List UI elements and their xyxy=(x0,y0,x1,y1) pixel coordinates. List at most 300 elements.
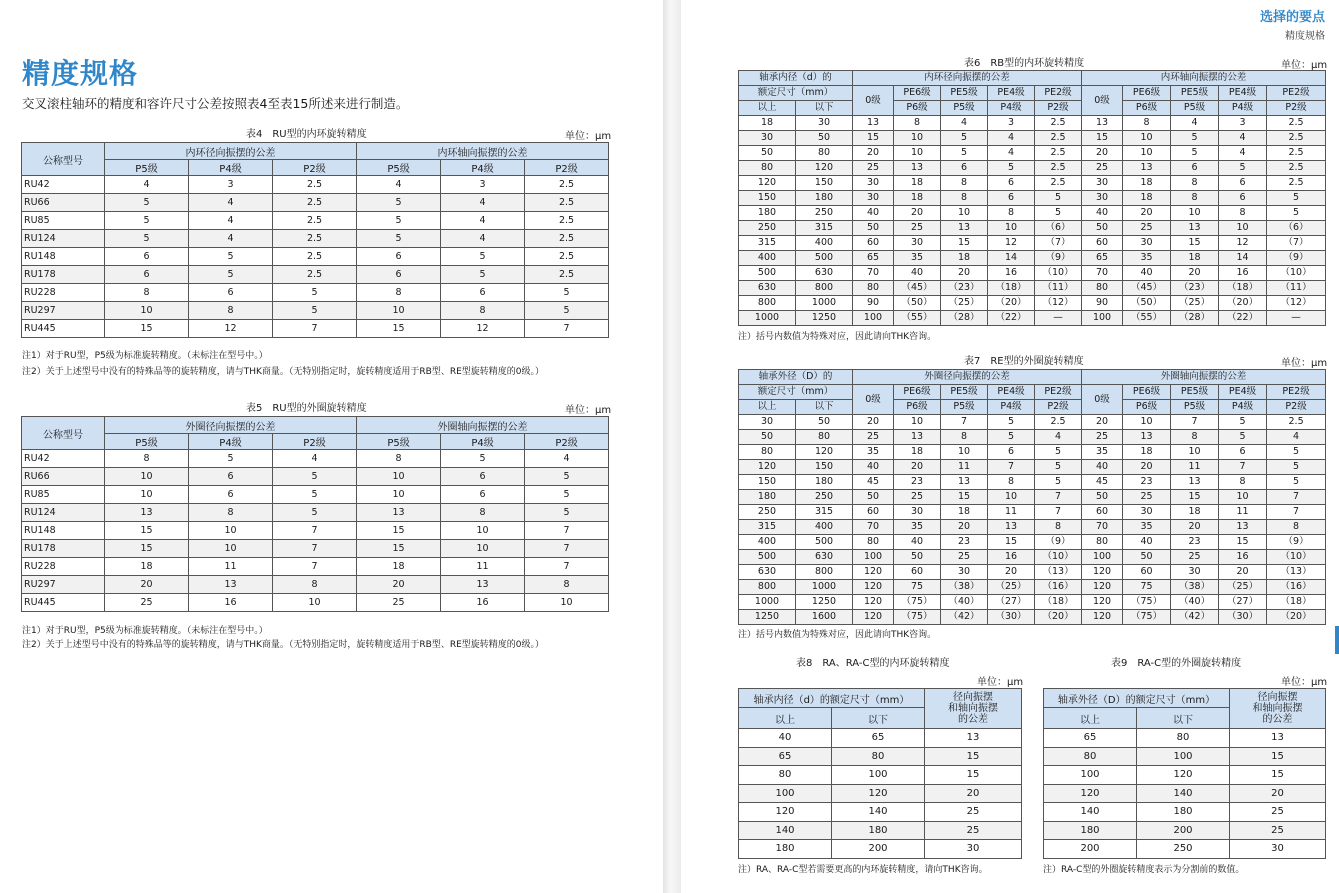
table-row xyxy=(739,221,1326,236)
value-cell: 400 xyxy=(796,236,853,251)
value-cell: 10 xyxy=(441,540,525,558)
value-cell: 5 xyxy=(988,161,1035,176)
value-cell: 5 xyxy=(1267,475,1326,490)
pe-grade-header: PE5级 xyxy=(1171,385,1219,400)
p-grade-header: P5级 xyxy=(1171,400,1219,415)
value-cell: 16 xyxy=(988,266,1035,281)
value-cell: 5 xyxy=(273,284,357,302)
value-cell: 20 xyxy=(853,415,894,430)
value-cell: 10 xyxy=(105,302,189,320)
value-cell: 20 xyxy=(1082,146,1123,161)
value-cell: 12 xyxy=(441,320,525,338)
value-cell: 10 xyxy=(941,445,988,460)
row-label-cell: RU42 xyxy=(22,176,105,194)
value-cell: 40 xyxy=(853,206,894,221)
dim-header-2: 额定尺寸（mm） xyxy=(739,86,853,101)
value-cell: 4 xyxy=(441,212,525,230)
value-cell: 5 xyxy=(1267,445,1326,460)
value-cell: 13 xyxy=(894,161,941,176)
value-cell: 60 xyxy=(1123,565,1171,580)
group-header-radial: 内环径向振摆的公差 xyxy=(105,143,357,160)
table-row xyxy=(22,248,609,266)
grade-header: P4级 xyxy=(189,160,273,176)
value-cell: （25） xyxy=(941,296,988,311)
table5-note-2: 注2）关于上述型号中没有的特殊品等的旋转精度，请与THK商量。（无特别指定时，旋转精度适用于RB型、RE型旋转精度的0级。） xyxy=(22,640,544,650)
value-cell: 10 xyxy=(894,415,941,430)
row-label-cell: 250 xyxy=(739,221,796,236)
row-label-cell: RU66 xyxy=(22,194,105,212)
value-cell: 2.5 xyxy=(1267,146,1326,161)
value-cell: 6 xyxy=(1219,176,1267,191)
value-cell: 25 xyxy=(1082,161,1123,176)
pe-grade-header: PE6级 xyxy=(1123,385,1171,400)
table8-note: 注）RA、RA-C型若需要更高的内环旋转精度，请向THK咨询。 xyxy=(738,865,988,875)
pe-grade-header: PE6级 xyxy=(894,385,941,400)
value-cell: 30 xyxy=(1082,176,1123,191)
value-cell: （20） xyxy=(1267,610,1326,625)
value-cell: 25 xyxy=(1230,803,1326,822)
value-cell: （9） xyxy=(1267,251,1326,266)
value-cell: 40 xyxy=(1123,266,1171,281)
value-cell: 8 xyxy=(988,475,1035,490)
value-cell: （50） xyxy=(894,296,941,311)
row-label-cell: RU178 xyxy=(22,540,105,558)
table8-ra-inner-ring xyxy=(738,688,1022,859)
value-cell: 4 xyxy=(941,116,988,131)
value-cell: 60 xyxy=(853,505,894,520)
tolerance-header-line-3: 的公差 xyxy=(958,714,988,725)
value-cell: 120 xyxy=(1082,565,1123,580)
value-cell: 10 xyxy=(525,594,609,612)
value-cell: （7） xyxy=(1035,236,1082,251)
row-label-cell: 1250 xyxy=(739,610,796,625)
table-row xyxy=(22,522,609,540)
value-cell: 10 xyxy=(105,486,189,504)
value-cell: 10 xyxy=(894,146,941,161)
value-cell: 6 xyxy=(105,266,189,284)
value-cell: 250 xyxy=(796,206,853,221)
table-row xyxy=(22,212,609,230)
value-cell: 200 xyxy=(832,840,925,859)
value-cell: 13 xyxy=(1230,729,1326,748)
value-cell: 18 xyxy=(1123,176,1171,191)
value-cell: 14 xyxy=(988,251,1035,266)
intro-text: 交叉滚柱轴环的精度和容许尺寸公差按照表4至表15所述来进行制造。 xyxy=(22,96,409,111)
value-cell: 12 xyxy=(1219,236,1267,251)
value-cell: 15 xyxy=(105,522,189,540)
below-header: 以下 xyxy=(796,400,853,415)
row-label-cell: 80 xyxy=(739,161,796,176)
table-row xyxy=(739,311,1326,326)
value-cell: 75 xyxy=(1123,580,1171,595)
value-cell: 2.5 xyxy=(273,230,357,248)
value-cell: 8 xyxy=(1219,206,1267,221)
dim-header: 轴承外径（D）的额定尺寸（mm） xyxy=(1044,689,1230,708)
value-cell: 2.5 xyxy=(1267,176,1326,191)
value-cell: 7 xyxy=(1267,490,1326,505)
value-cell: 8 xyxy=(441,302,525,320)
value-cell: 6 xyxy=(988,191,1035,206)
value-cell: 20 xyxy=(1123,460,1171,475)
value-cell: 25 xyxy=(1082,430,1123,445)
value-cell: （20） xyxy=(988,296,1035,311)
value-cell: 4 xyxy=(189,212,273,230)
value-cell: 8 xyxy=(1123,116,1171,131)
value-cell: 7 xyxy=(1035,505,1082,520)
value-cell: 70 xyxy=(1082,520,1123,535)
value-cell: 18 xyxy=(1123,191,1171,206)
value-cell: 15 xyxy=(1230,766,1326,785)
table5-note-1: 注1）对于RU型，P5级为标准旋转精度。（未标注在型号中。） xyxy=(22,626,268,636)
value-cell: 11 xyxy=(988,505,1035,520)
value-cell: 200 xyxy=(1137,821,1230,840)
table-row xyxy=(739,176,1326,191)
value-cell: 50 xyxy=(796,131,853,146)
table-row xyxy=(739,580,1326,595)
value-cell: 13 xyxy=(1123,430,1171,445)
value-cell: 18 xyxy=(941,505,988,520)
row-label-cell: 180 xyxy=(739,206,796,221)
value-cell: （12） xyxy=(1267,296,1326,311)
value-cell: 5 xyxy=(1267,191,1326,206)
pe-grade-header: PE2级 xyxy=(1267,86,1326,101)
value-cell: 35 xyxy=(894,520,941,535)
value-cell: 18 xyxy=(357,558,441,576)
value-cell: 8 xyxy=(1171,176,1219,191)
table-row xyxy=(739,146,1326,161)
value-cell: （27） xyxy=(1219,595,1267,610)
value-cell: 1000 xyxy=(796,296,853,311)
value-cell: 5 xyxy=(357,230,441,248)
value-cell: 80 xyxy=(1137,729,1230,748)
value-cell: 90 xyxy=(1082,296,1123,311)
value-cell: 10 xyxy=(1123,415,1171,430)
value-cell: 8 xyxy=(441,504,525,522)
value-cell: 4 xyxy=(1267,430,1326,445)
tolerance-header xyxy=(925,689,1022,729)
value-cell: 18 xyxy=(941,251,988,266)
value-cell: 80 xyxy=(1082,535,1123,550)
table-row xyxy=(739,191,1326,206)
above-header: 以上 xyxy=(739,400,796,415)
value-cell: 250 xyxy=(796,490,853,505)
tolerance-header-line-3: 的公差 xyxy=(1262,714,1293,725)
value-cell: 5 xyxy=(941,131,988,146)
table-row xyxy=(739,251,1326,266)
value-cell: 13 xyxy=(189,576,273,594)
value-cell: 7 xyxy=(1171,415,1219,430)
grade-header: P2级 xyxy=(273,434,357,450)
group-header-axial: 外圈轴向振摆的公差 xyxy=(1082,370,1326,385)
value-cell: 15 xyxy=(925,766,1022,785)
value-cell: 11 xyxy=(1219,505,1267,520)
value-cell: 40 xyxy=(1082,460,1123,475)
value-cell: 20 xyxy=(925,784,1022,803)
value-cell: 80 xyxy=(832,747,925,766)
value-cell: （20） xyxy=(1219,296,1267,311)
value-cell: 5 xyxy=(357,212,441,230)
table-row xyxy=(739,296,1326,311)
value-cell: 25 xyxy=(925,803,1022,822)
dim-header-2: 额定尺寸（mm） xyxy=(739,385,853,400)
table-row xyxy=(739,161,1326,176)
p-grade-header: P4级 xyxy=(1219,400,1267,415)
value-cell: （25） xyxy=(1219,580,1267,595)
table7-note: 注）括号内数值为特殊对应，因此请向THK咨询。 xyxy=(738,630,937,640)
value-cell: 20 xyxy=(894,206,941,221)
value-cell: 5 xyxy=(273,504,357,522)
row-label-cell: 315 xyxy=(739,236,796,251)
value-cell: （18） xyxy=(1219,281,1267,296)
value-cell: （22） xyxy=(1219,311,1267,326)
value-cell: 18 xyxy=(1171,251,1219,266)
value-cell: 15 xyxy=(357,540,441,558)
value-cell: 10 xyxy=(1123,146,1171,161)
value-cell: （10） xyxy=(1267,266,1326,281)
value-cell: 15 xyxy=(105,540,189,558)
value-cell: 65 xyxy=(853,251,894,266)
value-cell: 4 xyxy=(189,230,273,248)
value-cell: 5 xyxy=(525,284,609,302)
value-cell: 4 xyxy=(441,230,525,248)
table-row xyxy=(22,230,609,248)
value-cell: 8 xyxy=(941,191,988,206)
value-cell: 5 xyxy=(273,468,357,486)
value-cell: 5 xyxy=(1219,415,1267,430)
value-cell: 30 xyxy=(796,116,853,131)
table4-note-1: 注1）对于RU型，P5级为标准旋转精度。（未标注在型号中。） xyxy=(22,351,268,361)
value-cell: （55） xyxy=(1123,311,1171,326)
value-cell: （9） xyxy=(1267,535,1326,550)
value-cell: 5 xyxy=(189,266,273,284)
row-label-cell: 80 xyxy=(739,766,832,785)
pe-grade-header: PE4级 xyxy=(1219,86,1267,101)
value-cell: 14 xyxy=(1219,251,1267,266)
value-cell: 65 xyxy=(1082,251,1123,266)
value-cell: 2.5 xyxy=(525,176,609,194)
value-cell: 5 xyxy=(1035,206,1082,221)
row-label-cell: 630 xyxy=(739,565,796,580)
value-cell: 25 xyxy=(1171,550,1219,565)
row-label-cell: 1000 xyxy=(739,311,796,326)
value-cell: 120 xyxy=(832,784,925,803)
value-cell: 18 xyxy=(1171,505,1219,520)
value-cell: 630 xyxy=(796,266,853,281)
section-tab-marker xyxy=(1335,626,1339,654)
table-row xyxy=(1044,747,1326,766)
value-cell: 13 xyxy=(925,729,1022,748)
value-cell: 20 xyxy=(105,576,189,594)
table-row xyxy=(1044,766,1326,785)
table9-note: 注）RA-C型的外圈旋转精度表示为分割前的数值。 xyxy=(1043,865,1245,875)
table-row xyxy=(739,490,1326,505)
table-row xyxy=(739,206,1326,221)
tolerance-header-line-2: 和轴向振摆 xyxy=(948,703,998,714)
table-row xyxy=(22,302,609,320)
value-cell: 4 xyxy=(441,194,525,212)
table-row xyxy=(739,610,1326,625)
row-label-cell: 150 xyxy=(739,191,796,206)
value-cell: 25 xyxy=(925,821,1022,840)
value-cell: 12 xyxy=(988,236,1035,251)
row-label-cell: RU148 xyxy=(22,522,105,540)
pe-grade-header: PE4级 xyxy=(988,385,1035,400)
value-cell: 35 xyxy=(853,445,894,460)
group-header-radial: 外圈径向振摆的公差 xyxy=(105,417,357,434)
table6-unit: 单位：μm xyxy=(1281,60,1328,71)
value-cell: 15 xyxy=(853,131,894,146)
value-cell: （28） xyxy=(941,311,988,326)
row-label-cell: RU445 xyxy=(22,320,105,338)
value-cell: 3 xyxy=(441,176,525,194)
value-cell: 7 xyxy=(988,460,1035,475)
value-cell: 10 xyxy=(941,206,988,221)
grade0-header: 0级 xyxy=(853,385,894,415)
value-cell: 7 xyxy=(1267,505,1326,520)
value-cell: 10 xyxy=(441,522,525,540)
value-cell: 11 xyxy=(941,460,988,475)
value-cell: 15 xyxy=(1171,490,1219,505)
table-row xyxy=(739,116,1326,131)
table-row xyxy=(739,747,1022,766)
right-page xyxy=(681,0,1339,893)
value-cell: 5 xyxy=(1035,191,1082,206)
value-cell: 5 xyxy=(105,230,189,248)
value-cell: 8 xyxy=(1035,520,1082,535)
value-cell: 7 xyxy=(273,320,357,338)
value-cell: 100 xyxy=(832,766,925,785)
value-cell: 35 xyxy=(1123,251,1171,266)
value-cell: （75） xyxy=(894,595,941,610)
p-grade-header: P2级 xyxy=(1035,101,1082,116)
value-cell: 10 xyxy=(273,594,357,612)
value-cell: 10 xyxy=(357,468,441,486)
value-cell: 13 xyxy=(1219,520,1267,535)
value-cell: 30 xyxy=(1082,191,1123,206)
value-cell: （22） xyxy=(988,311,1035,326)
value-cell: 7 xyxy=(525,540,609,558)
value-cell: 1250 xyxy=(796,311,853,326)
value-cell: 15 xyxy=(941,490,988,505)
table8-caption: 表8 RA、RA-C型的内环旋转精度 xyxy=(796,658,950,669)
table-row xyxy=(1044,784,1326,803)
value-cell: 13 xyxy=(441,576,525,594)
p-grade-header: P5级 xyxy=(941,101,988,116)
table9-ra-c-outer-ring xyxy=(1043,688,1326,859)
p-grade-header: P4级 xyxy=(1219,101,1267,116)
row-label-cell: 315 xyxy=(739,520,796,535)
value-cell: 16 xyxy=(1219,266,1267,281)
table-row xyxy=(739,460,1326,475)
dim-header: 轴承内径（d）的额定尺寸（mm） xyxy=(739,689,925,708)
table-row xyxy=(739,520,1326,535)
value-cell: 45 xyxy=(853,475,894,490)
value-cell: 6 xyxy=(189,486,273,504)
value-cell: 3 xyxy=(988,116,1035,131)
value-cell: 5 xyxy=(273,302,357,320)
value-cell: 1000 xyxy=(796,580,853,595)
value-cell: （20） xyxy=(1035,610,1082,625)
grade-header: P5级 xyxy=(105,434,189,450)
row-label-cell: 50 xyxy=(739,146,796,161)
value-cell: 8 xyxy=(941,430,988,445)
row-label-cell: 400 xyxy=(739,535,796,550)
value-cell: 20 xyxy=(894,460,941,475)
value-cell: 11 xyxy=(1171,460,1219,475)
value-cell: （42） xyxy=(1171,610,1219,625)
pe-grade-header: PE4级 xyxy=(988,86,1035,101)
value-cell: 5 xyxy=(941,146,988,161)
value-cell: 5 xyxy=(441,248,525,266)
value-cell: 18 xyxy=(894,176,941,191)
group-header-axial: 外圈轴向振摆的公差 xyxy=(357,417,609,434)
row-label-cell: 800 xyxy=(739,296,796,311)
value-cell: 2.5 xyxy=(525,194,609,212)
table-row xyxy=(22,194,609,212)
value-cell: 180 xyxy=(832,821,925,840)
value-cell: 5 xyxy=(273,486,357,504)
row-label-cell: 630 xyxy=(739,281,796,296)
value-cell: 10 xyxy=(1219,490,1267,505)
p-grade-header: P6级 xyxy=(1123,101,1171,116)
value-cell: 180 xyxy=(796,191,853,206)
value-cell: 45 xyxy=(1082,475,1123,490)
value-cell: （10） xyxy=(1267,550,1326,565)
table-row xyxy=(739,430,1326,445)
value-cell: 30 xyxy=(1171,565,1219,580)
value-cell: 20 xyxy=(1082,415,1123,430)
value-cell: （27） xyxy=(988,595,1035,610)
value-cell: （23） xyxy=(941,281,988,296)
row-label-cell: 140 xyxy=(739,821,832,840)
value-cell: 120 xyxy=(853,610,894,625)
row-label-cell: 120 xyxy=(739,460,796,475)
value-cell: 8 xyxy=(189,302,273,320)
value-cell: 13 xyxy=(988,520,1035,535)
value-cell: 25 xyxy=(1230,821,1326,840)
table-row xyxy=(739,236,1326,251)
table-row xyxy=(739,535,1326,550)
row-label-cell: RU124 xyxy=(22,230,105,248)
value-cell: 5 xyxy=(1035,475,1082,490)
value-cell: 2.5 xyxy=(273,212,357,230)
value-cell: 100 xyxy=(1137,747,1230,766)
table-row xyxy=(22,176,609,194)
value-cell: 8 xyxy=(894,116,941,131)
value-cell: 120 xyxy=(1082,580,1123,595)
value-cell: 6 xyxy=(105,248,189,266)
grade-header: P5级 xyxy=(357,160,441,176)
row-label-cell: RU228 xyxy=(22,284,105,302)
value-cell: 30 xyxy=(853,191,894,206)
value-cell: 500 xyxy=(796,535,853,550)
value-cell: 10 xyxy=(1219,221,1267,236)
table-row xyxy=(739,784,1022,803)
value-cell: 13 xyxy=(1171,221,1219,236)
value-cell: 20 xyxy=(941,266,988,281)
value-cell: 15 xyxy=(1219,535,1267,550)
value-cell: 13 xyxy=(105,504,189,522)
value-cell: 315 xyxy=(796,505,853,520)
table-row xyxy=(1044,803,1326,822)
value-cell: 20 xyxy=(941,520,988,535)
above-header: 以上 xyxy=(739,101,796,116)
value-cell: 10 xyxy=(1171,206,1219,221)
value-cell: 80 xyxy=(1082,281,1123,296)
value-cell: 5 xyxy=(1035,460,1082,475)
value-cell: 30 xyxy=(1123,236,1171,251)
value-cell: 6 xyxy=(941,161,988,176)
